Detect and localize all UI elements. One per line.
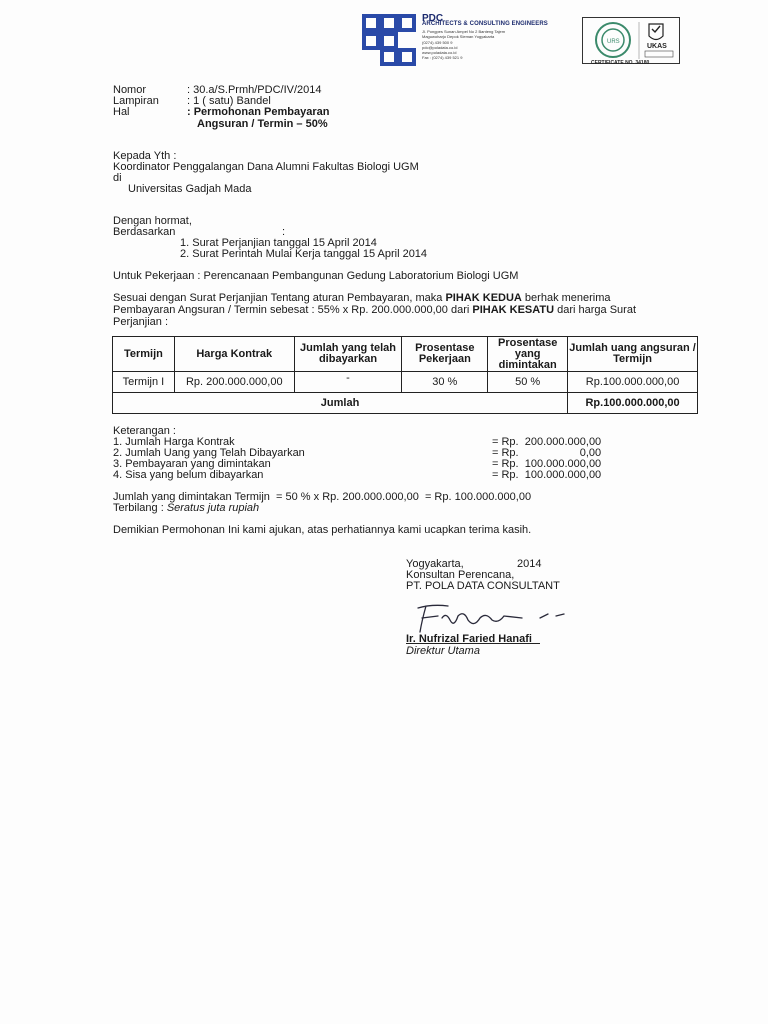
notes-title: Keterangan : xyxy=(113,425,176,437)
sign-role: Konsultan Perencana, xyxy=(406,569,515,581)
table-cell: 30 % xyxy=(402,372,488,393)
address-line: Maguwoharjo Depok Sleman Yogyakarta xyxy=(422,34,495,40)
sign-company: PT. POLA DATA CONSULTANT xyxy=(406,580,560,592)
amount-in-words xyxy=(113,502,259,514)
note-label: 4. Sisa yang belum dibayarkan xyxy=(113,469,264,481)
table-header: Jumlah yang telah dibayarkan xyxy=(294,337,402,372)
table-header: Jumlah uang angsuran / Termijn xyxy=(568,337,698,372)
signatory-title: Direktur Utama xyxy=(406,645,480,657)
calculation-line: Jumlah yang dimintakan Termijn = 50 % x Rp. 200.000.000,00 = Rp. 100.000.000,00 xyxy=(113,491,532,503)
paragraph-text: dari harga Surat xyxy=(554,304,636,316)
payment-paragraph xyxy=(113,292,703,328)
amount-in-words-value: Seratus juta rupiah xyxy=(166,502,260,514)
recipient-institution: Universitas Gadjah Mada xyxy=(128,183,252,195)
table-cell: 50 % xyxy=(488,372,568,393)
company-address xyxy=(422,29,505,61)
table-header: Prosentase yang dimintakan xyxy=(488,337,568,372)
table-header-row xyxy=(113,337,698,372)
note-value: = Rp. 100.000.000,00 xyxy=(492,458,602,470)
party-one: PIHAK KESATU xyxy=(472,304,555,316)
paragraph-line xyxy=(113,292,703,304)
paragraph-text: Sesuai dengan Surat Perjanjian Tentang aturan Pembayaran, maka xyxy=(113,292,446,304)
table-header: Termijn xyxy=(113,337,175,372)
address-line: Fax : (0274) 439 521 9 xyxy=(422,55,463,61)
payment-table xyxy=(112,336,698,414)
table-cell: Rp. 200.000.000,00 xyxy=(174,372,294,393)
signature-underline xyxy=(406,643,540,644)
company-name: ARCHITECTS & CONSULTING ENGINEERS xyxy=(422,21,548,27)
recipient-name: Koordinator Penggalangan Dana Alumni Fakultas Biologi UGM xyxy=(113,161,419,173)
total-value: Rp.100.000.000,00 xyxy=(568,393,698,414)
table-row xyxy=(113,372,698,393)
closing-text: Demikian Permohonan Ini kami ajukan, atas perhatiannya kami ucapkan terima kasih. xyxy=(113,524,532,536)
lampiran-value: : 1 ( satu) Bandel xyxy=(187,95,271,107)
note-value: = Rp. 0,00 xyxy=(492,447,602,459)
nomor-value: : 30.a/S.Prmh/PDC/IV/2014 xyxy=(187,84,322,96)
hal-value: : Permohonan Pembayaran xyxy=(187,106,330,118)
note-label: 3. Pembayaran yang dimintakan xyxy=(113,458,271,470)
note-label: 2. Jumlah Uang yang Telah Dibayarkan xyxy=(113,447,305,459)
hal-label: Hal xyxy=(113,106,130,118)
certification-seal-icon xyxy=(583,18,679,63)
paragraph-line: Perjanjian : xyxy=(113,316,169,328)
amount-in-words-label: Terbilang : xyxy=(113,502,167,514)
company-abbr: PDC xyxy=(422,13,444,24)
paragraph-text: Pembayaran Angsuran / Termin sebesat : 55% x Rp. 200.000.000,00 dari xyxy=(113,304,473,316)
sign-place: Yogyakarta, xyxy=(406,558,464,570)
note-value: = Rp. 200.000.000,00 xyxy=(492,436,602,448)
recipient-di: di xyxy=(113,172,122,184)
nomor-label: Nomor xyxy=(113,84,147,96)
paragraph-line xyxy=(113,304,703,316)
address-line: pdc@poladata.co.id xyxy=(422,44,458,50)
certification-logo xyxy=(582,17,680,64)
paragraph-text: berhak menerima xyxy=(521,292,611,304)
address-line: www.poladata.co.id xyxy=(422,50,457,56)
hal-value-detail: Angsuran / Termin – 50% xyxy=(197,118,328,130)
basis-item: 1. Surat Perjanjian tanggal 15 April 2014 xyxy=(180,237,377,249)
work-description: Untuk Pekerjaan : Perencanaan Pembangunan Gedung Laboratorium Biologi UGM xyxy=(113,270,519,282)
address-line: Jl. Pongpes Sunan Ampel No 2 Banteng Tajem xyxy=(422,29,506,34)
greeting: Dengan hormat, xyxy=(113,215,192,227)
table-header: Prosentase Pekerjaan xyxy=(402,337,488,372)
table-cell: Termijn I xyxy=(113,372,175,393)
pdc-logo-icon xyxy=(362,14,418,66)
lampiran-label: Lampiran xyxy=(113,95,159,107)
table-cell: - xyxy=(294,372,402,393)
total-label: Jumlah xyxy=(113,393,568,414)
signature-scribble-icon xyxy=(412,598,572,638)
table-cell: Rp.100.000.000,00 xyxy=(568,372,698,393)
recipient-salutation: Kepada Yth : xyxy=(113,150,177,162)
svg-text:URS: URS xyxy=(607,39,620,45)
address-line: (0274) 439 500 9 xyxy=(422,39,453,45)
basis-label: Berdasarkan xyxy=(113,226,176,238)
table-header: Harga Kontrak xyxy=(174,337,294,372)
table-total-row xyxy=(113,393,698,414)
basis-colon: : xyxy=(282,226,286,238)
basis-item: 2. Surat Perintah Mulai Kerja tanggal 15 April 2014 xyxy=(180,248,428,260)
note-label: 1. Jumlah Harga Kontrak xyxy=(113,436,235,448)
svg-text:UKAS: UKAS xyxy=(647,43,667,50)
certificate-number: CERTIFICATE NO. 34180 xyxy=(591,60,650,66)
sign-year: 2014 xyxy=(517,558,542,570)
party-two: PIHAK KEDUA xyxy=(445,292,522,304)
signatory-name: Ir. Nufrizal Faried Hanafi xyxy=(406,633,532,645)
note-value: = Rp. 100.000.000,00 xyxy=(492,469,602,481)
